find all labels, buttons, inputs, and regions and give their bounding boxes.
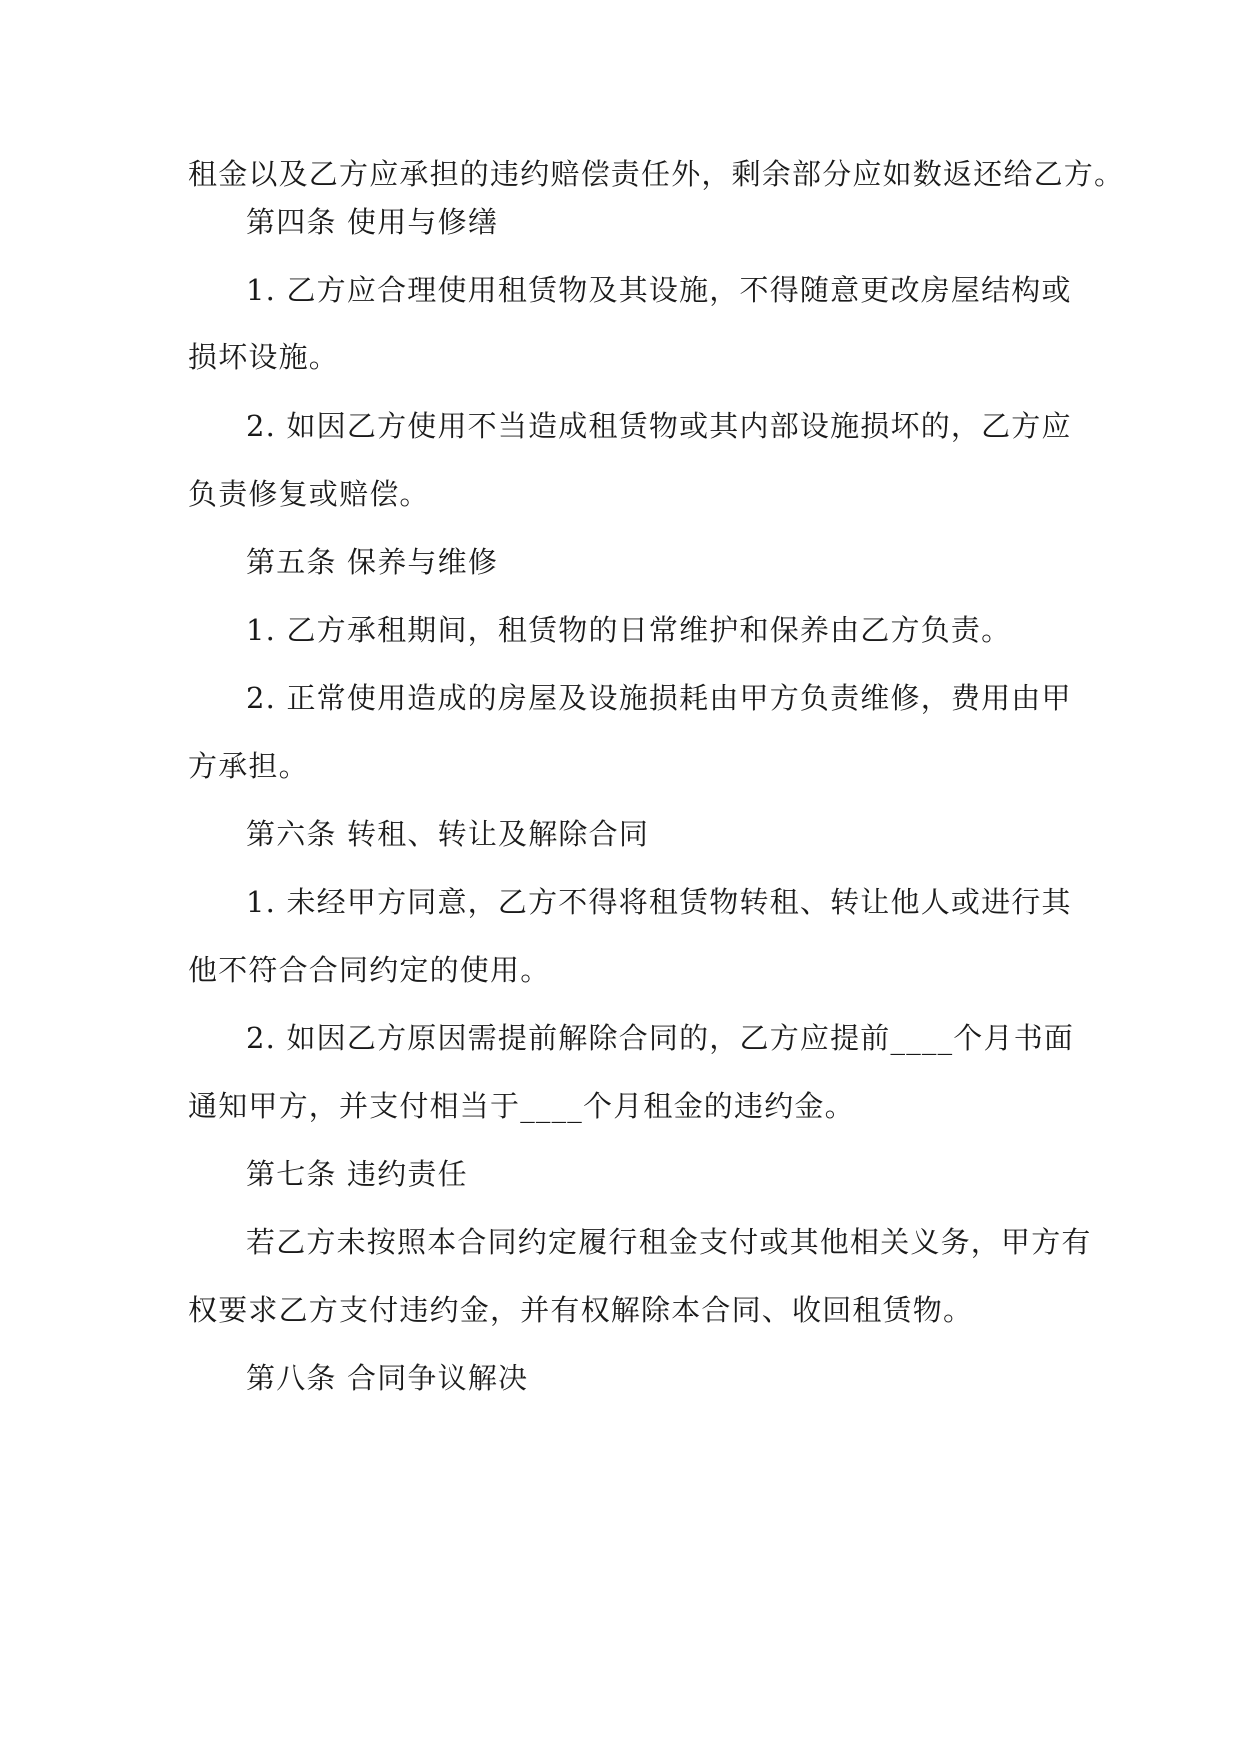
paragraph-line: 1. 未经甲方同意，乙方不得将租赁物转租、转让他人或进行其 (246, 885, 1072, 919)
paragraph-line: 损坏设施。 (188, 340, 340, 374)
paragraph-line: 若乙方未按照本合同约定履行租金支付或其他相关义务，甲方有 (246, 1225, 1092, 1259)
paragraph-line: 1. 乙方应合理使用租赁物及其设施，不得随意更改房屋结构或 (246, 273, 1072, 307)
section-heading-6: 第六条 转租、转让及解除合同 (246, 817, 650, 851)
section-heading-5: 第五条 保养与维修 (246, 545, 499, 579)
section-heading-4: 第四条 使用与修缮 (246, 205, 499, 239)
paragraph-line: 通知甲方，并支付相当于____个月租金的违约金。 (188, 1089, 855, 1123)
paragraph-line: 租金以及乙方应承担的违约赔偿责任外，剩余部分应如数返还给乙方。 (188, 157, 1125, 191)
paragraph-line: 他不符合合同约定的使用。 (188, 953, 551, 987)
paragraph-line: 2. 正常使用造成的房屋及设施损耗由甲方负责维修，费用由甲 (246, 681, 1072, 715)
paragraph-line: 权要求乙方支付违约金，并有权解除本合同、收回租赁物。 (188, 1293, 974, 1327)
paragraph-line: 2. 如因乙方使用不当造成租赁物或其内部设施损坏的，乙方应 (246, 409, 1072, 443)
paragraph-line: 2. 如因乙方原因需提前解除合同的，乙方应提前____个月书面 (246, 1021, 1075, 1055)
paragraph-line: 方承担。 (188, 749, 309, 783)
section-heading-7: 第七条 违约责任 (246, 1157, 468, 1191)
paragraph-line: 负责修复或赔偿。 (188, 477, 430, 511)
section-heading-8: 第八条 合同争议解决 (246, 1361, 529, 1395)
paragraph-line: 1. 乙方承租期间，租赁物的日常维护和保养由乙方负责。 (246, 613, 1012, 647)
